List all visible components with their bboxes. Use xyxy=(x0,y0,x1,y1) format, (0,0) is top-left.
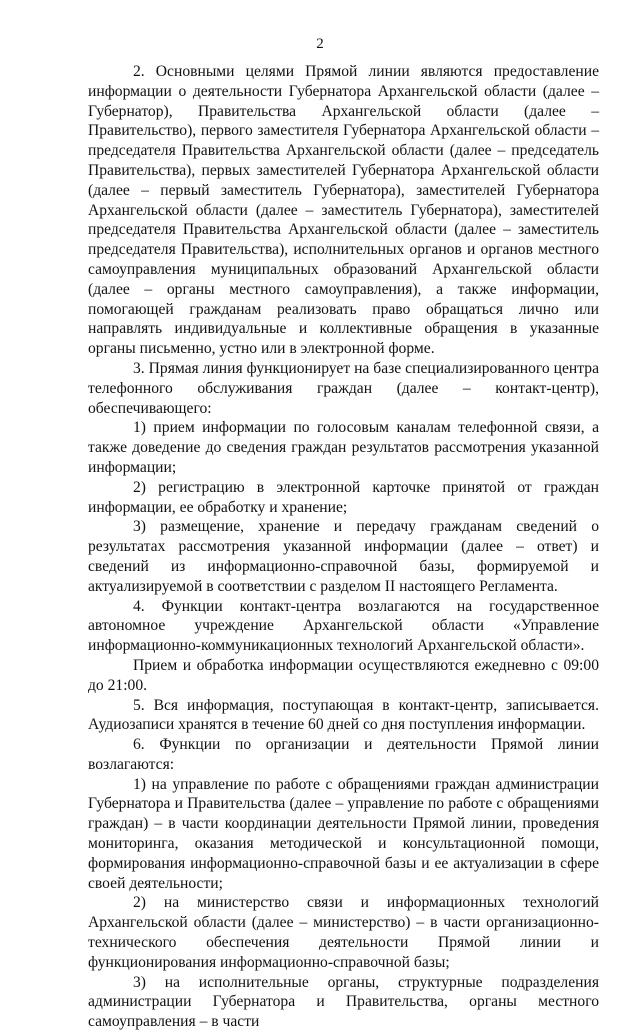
paragraph-5-recording: 5. Вся информация, поступающая в контакт-центр, записывается. Аудиозаписи хранятся в течение 60 дней со дня поступления информации. xyxy=(88,696,599,734)
paragraph-3-item-2: 2) регистрацию в электронной карточке принятой от граждан информации, ее обработку и хранение; xyxy=(88,478,599,516)
paragraph-3-item-3: 3) размещение, хранение и передачу гражданам сведений о результатах рассмотрения указанной информации (далее – ответ) и сведений из информационно-справочной базы, формируемой и актуализируемой в соответствии с разделом II настоящего Регламента. xyxy=(88,518,599,595)
paragraph-6-organization: 6. Функции по организации и деятельности Прямой линии возлагаются: xyxy=(88,736,599,773)
paragraph-4-functions: 4. Функции контакт-центра возлагаются на государственное автономное учреждение Архангельской области «Управление информационно-коммуникационных технологий Архангельской области». xyxy=(88,597,599,655)
paragraph-2-goals: 2. Основными целями Прямой линии являются предоставление информации о деятельности Губернатора Архангельской области (далее – Губернатор), Правительства Архангельской области (далее – Правительство), первого заместителя Губернатора Архангельской области – председателя Правительства Архангельской области (далее – председатель Правительства), первых заместителей Губернатора Архангельской области (далее – первый заместитель Губернатора), заместителей Губернатора Архангельской области (далее – заместитель Губернатора), заместителей председателя Правительства Архангельской области (далее – заместитель председателя Правительства), исполнительных органов и органов местного самоуправления муниципальных образований Архангельской области (далее – органы местного самоуправления), а также информации, помогающей гражданам реализовать право обращаться лично или направлять индивидуальные и коллективные обращения в указанные органы письменно, устно или в электронной форме. xyxy=(88,63,599,358)
paragraph-6-item-1: 1) на управление по работе с обращениями граждан администрации Губернатора и Правительства (далее – управление по работе с обращениями граждан) – в части координации деятельности Прямой линии, проведения мониторинга, оказания методической и консультационной помощи, формирования информационно-справочной базы и ее актуализации в сфере своей деятельности; xyxy=(88,775,599,892)
paragraph-3-item-1: 1) прием информации по голосовым каналам телефонной связи, а также доведение до сведения граждан результатов рассмотрения указанной информации; xyxy=(88,419,599,476)
paragraph-6-item-2: 2) на министерство связи и информационных технологий Архангельской области (далее – министерство) – в части организационно-технического обеспечения деятельности Прямой линии и функционирования информационно-справочной базы; xyxy=(88,894,599,971)
page-number: 2 xyxy=(316,36,324,52)
paragraph-3-contact-center: 3. Прямая линия функционирует на базе специализированного центра телефонного обслуживания граждан (далее – контакт-центр), обеспечивающего: xyxy=(88,359,599,417)
paragraph-6-item-3: 3) на исполнительные органы, структурные подразделения администрации Губернатора и Правительства, органы местного самоуправления – в части xyxy=(88,973,599,1031)
paragraph-4-schedule: Прием и обработка информации осуществляются ежедневно с 09:00 до 21:00. xyxy=(88,656,599,694)
document-body xyxy=(88,62,599,1032)
